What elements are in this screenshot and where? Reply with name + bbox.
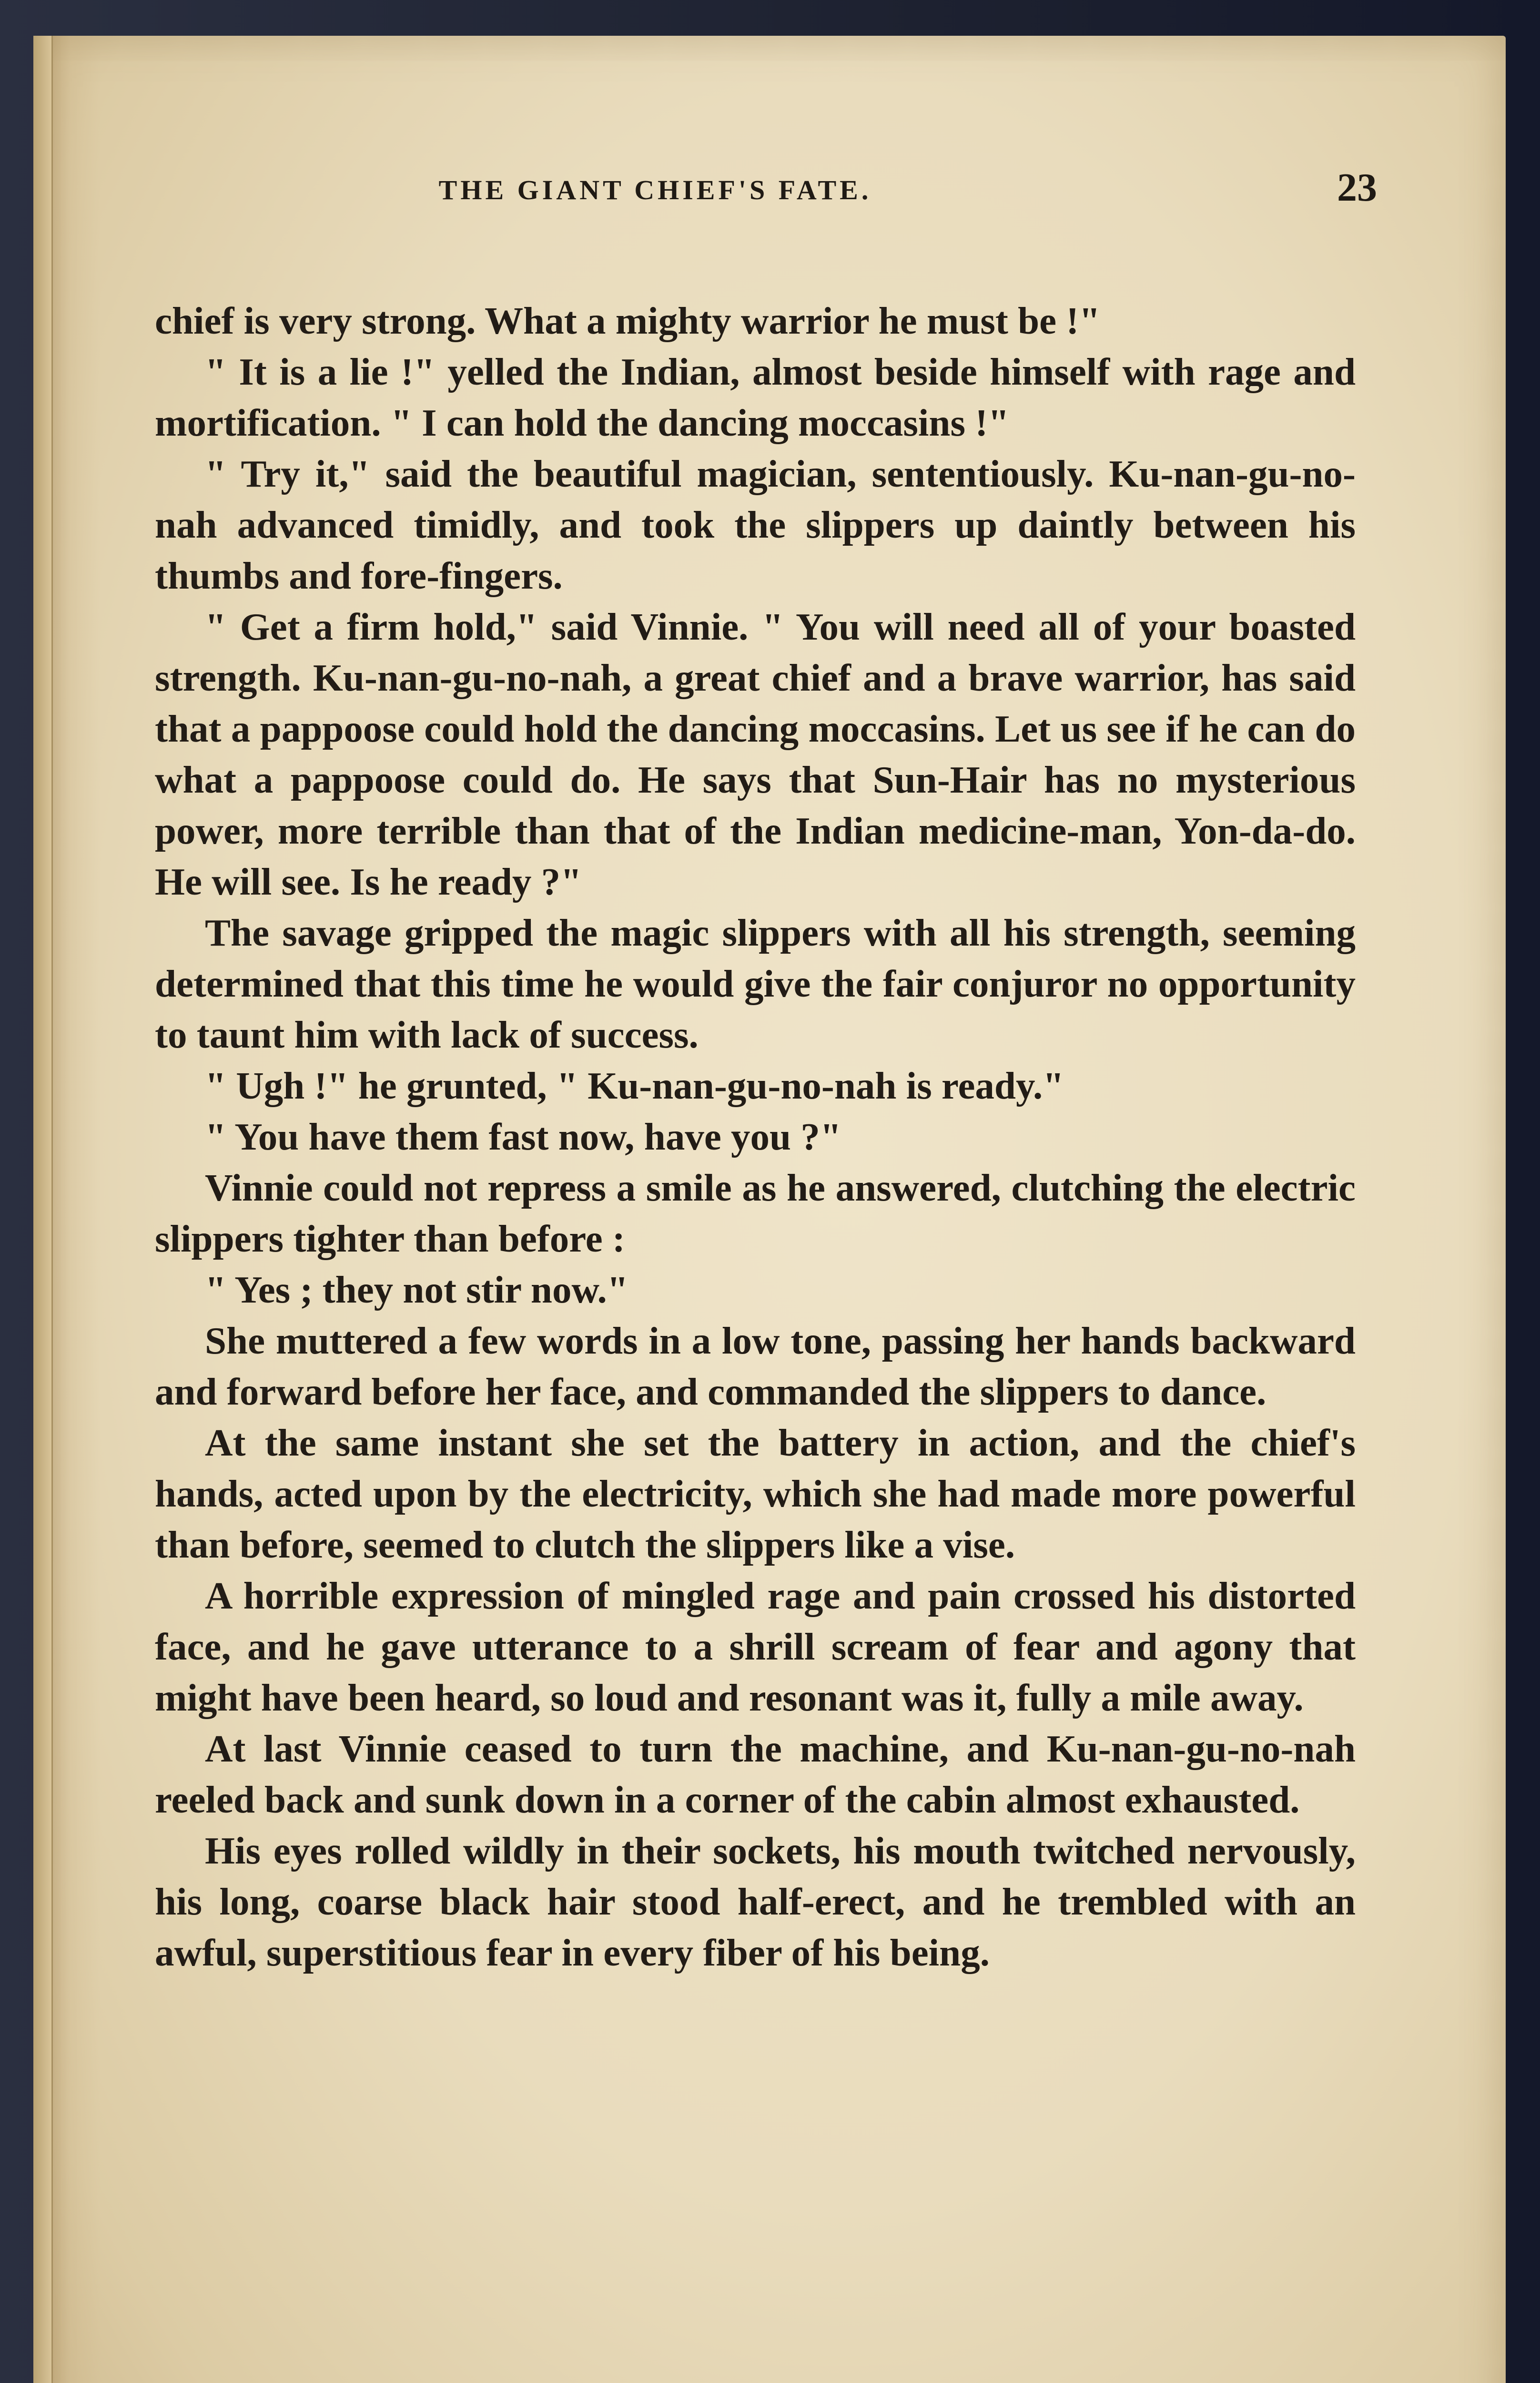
paragraph: A horrible expression of mingled rage and pain crossed his distorted face, and he gave utterance to a shrill scream of fear and agony that might have been heard, so loud and resonant was it, fully a mile away. bbox=[155, 1574, 1356, 1719]
paragraph: " You have them fast now, have you ?" bbox=[205, 1115, 841, 1158]
paragraph: At the same instant she set the battery in action, and the chief's hands, acted upon by the electricity, which she had made more powerful than before, seemed to clutch the slippers like a vise. bbox=[155, 1421, 1356, 1566]
paragraph: Vinnie could not repress a smile as he answered, clutching the electric slippers tighter than before : bbox=[155, 1166, 1356, 1260]
body-text bbox=[155, 295, 1356, 1978]
paragraph: " It is a lie !" yelled the Indian, almost beside himself with rage and mortification. " I can hold the dancing moccasins !" bbox=[155, 350, 1356, 444]
paragraph: At last Vinnie ceased to turn the machine, and Ku-nan-gu-no-nah reeled back and sunk down in a corner of the cabin almost exhausted. bbox=[155, 1727, 1356, 1821]
page-gutter bbox=[33, 36, 53, 2383]
paragraph: " Get a firm hold," said Vinnie. " You will need all of your boasted strength. Ku-nan-gu-no-nah, a great chief and a brave warrior, has said that a pappoose could hold the dancing moccasins. Let us see if he can do what a pappoose could do. He says that Sun-Hair has no mysterious power, more terrible than that of the Indian medicine-man, Yon-da-do. He will see. Is he ready ?" bbox=[155, 605, 1356, 903]
running-head bbox=[119, 164, 1377, 222]
book-page bbox=[33, 36, 1506, 2383]
paragraph: " Yes ; they not stir now." bbox=[205, 1268, 628, 1311]
paragraph: " Try it," said the beautiful magician, sententiously. Ku-nan-gu-no-nah advanced timidly, and took the slippers up daintly between his thumbs and fore-fingers. bbox=[155, 452, 1356, 597]
running-title: THE GIANT CHIEF'S FATE. bbox=[438, 174, 872, 205]
paragraph: The savage gripped the magic slippers with all his strength, seeming determined that this time he would give the fair conjuror no opportunity to taunt him with lack of success. bbox=[155, 911, 1356, 1056]
paragraph: She muttered a few words in a low tone, passing her hands backward and forward before her face, and commanded the slippers to dance. bbox=[155, 1319, 1356, 1413]
paragraph: " Ugh !" he grunted, " Ku-nan-gu-no-nah is ready." bbox=[205, 1064, 1064, 1107]
page-number: 23 bbox=[1337, 165, 1377, 210]
paragraph: His eyes rolled wildly in their sockets, his mouth twitched nervously, his long, coarse black hair stood half-erect, and he trembled with an awful, superstitious fear in every fiber of his being. bbox=[155, 1829, 1356, 1974]
paragraph: chief is very strong. What a mighty warrior he must be !" bbox=[155, 299, 1101, 342]
